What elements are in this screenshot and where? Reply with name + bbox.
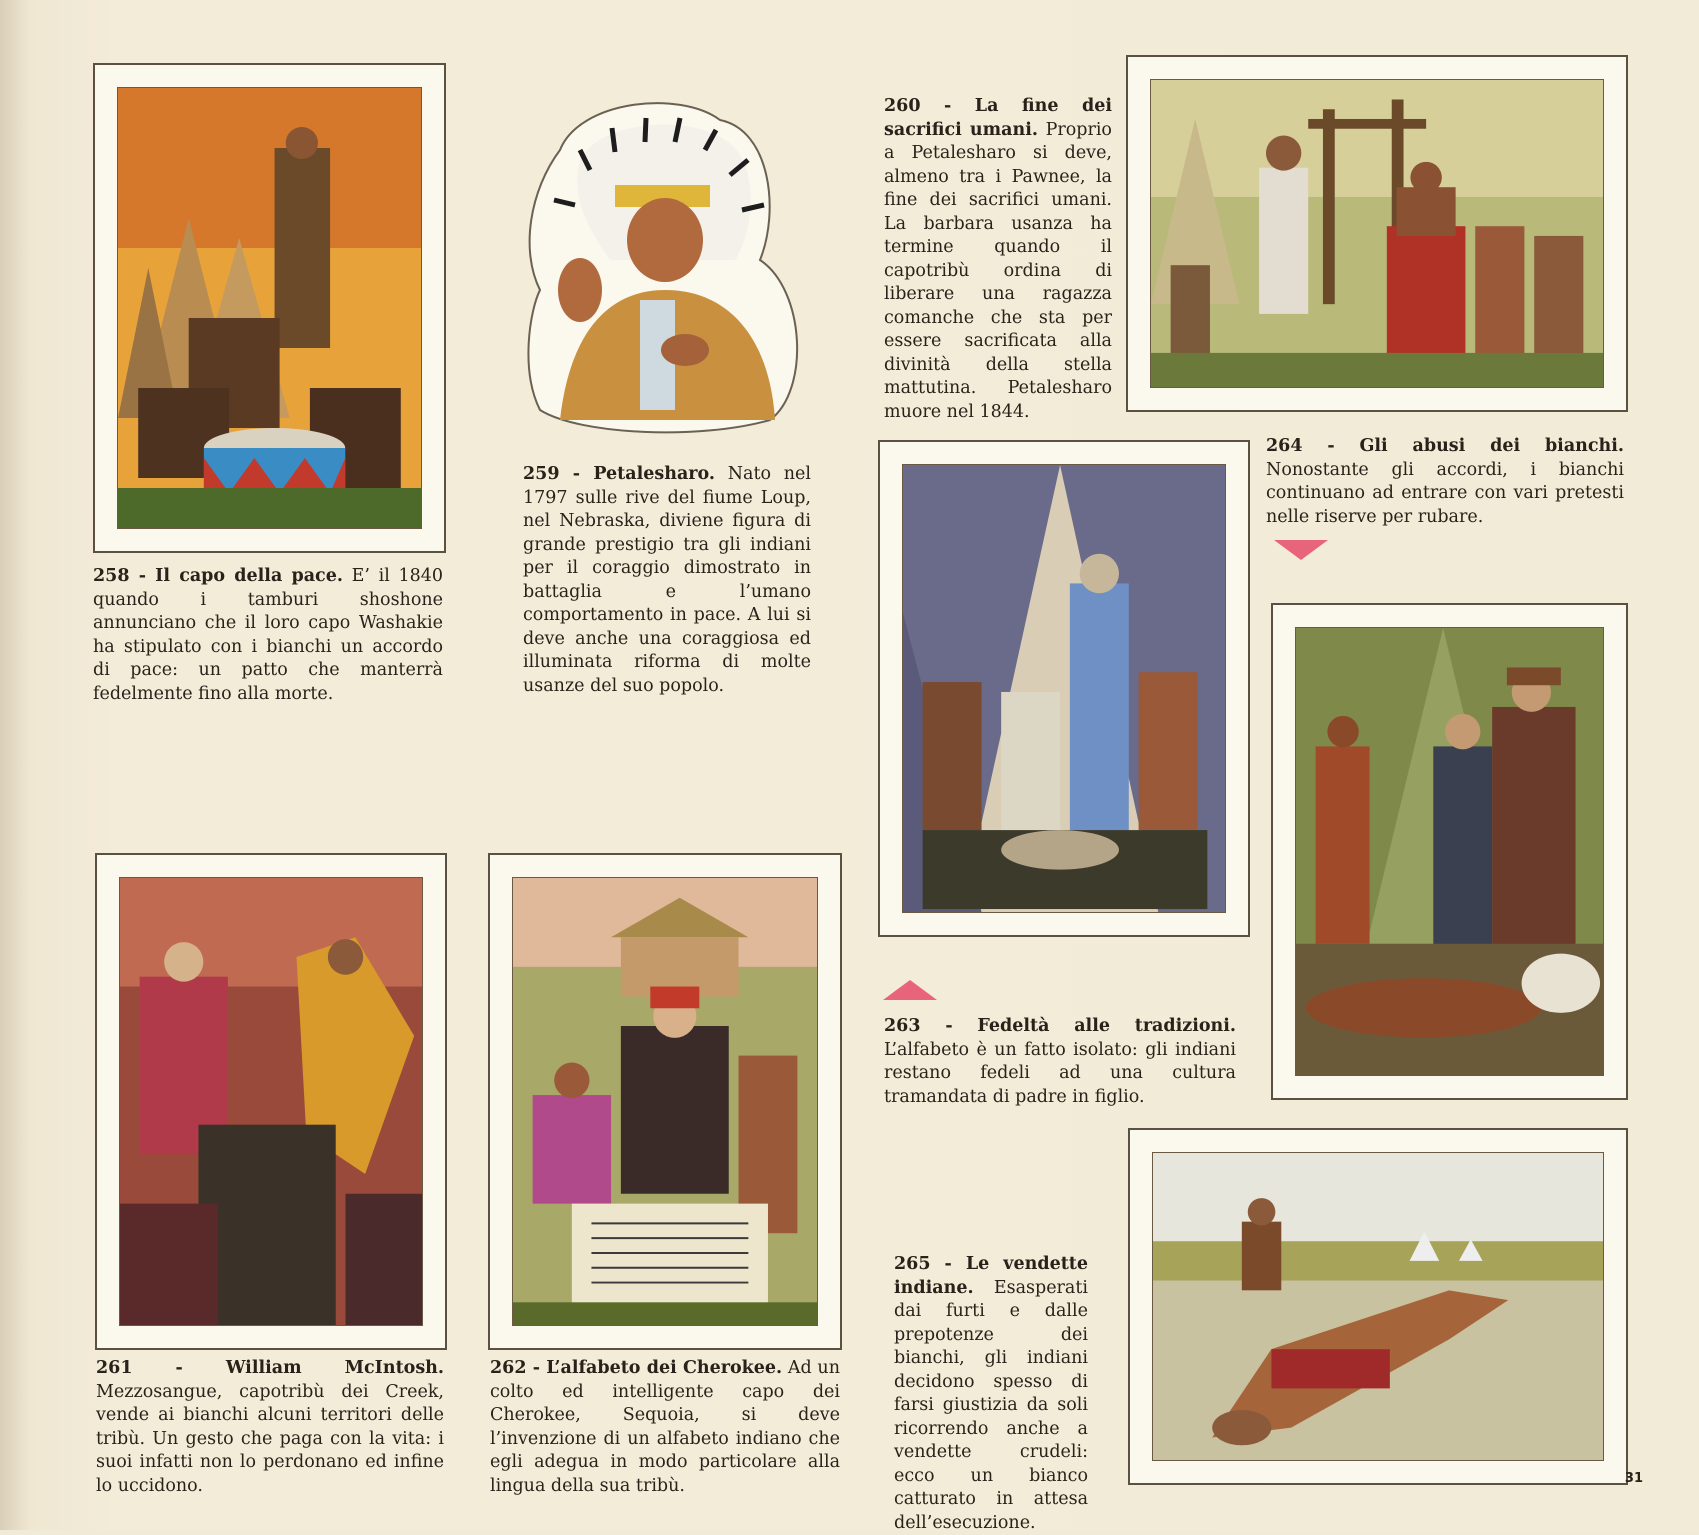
illustration-263: [902, 464, 1226, 913]
caption-259-number: 259: [523, 464, 560, 484]
card-261: [95, 853, 447, 1350]
caption-263-body: L’alfabeto è un fatto isolato: gli indiani restano fedeli ad una cultura tramandata di padre in figlio.: [884, 1039, 1236, 1107]
caption-261-title: William McIntosh.: [225, 1358, 444, 1378]
caption-262-body: Ad un colto ed intelligente capo dei Cherokee, Sequoia, si deve l’invenzione di un alfabeto indiano che egli adegua in modo particolare alla lingua della sua tribù.: [490, 1358, 840, 1496]
cutout-259: [520, 90, 810, 435]
illustration-265: [1152, 1152, 1604, 1461]
caption-262-title: L’alfabeto dei Cherokee.: [546, 1358, 783, 1378]
caption-259-body: Nato nel 1797 sulle rive del fiume Loup, nel Nebraska, diviene figura di grande prestigio tra gli indiani per il coraggio dimostrato in battaglia e l’umano comportamento in pace. A lui si deve anche una coraggiosa ed illuminata riforma di molte usanze del suo popolo.: [523, 464, 811, 696]
caption-258: 258 - Il capo della pace. E’ il 1840 quando i tamburi shoshone annunciano che il loro capo Washakie ha stipulato con i bianchi un accordo di pace: un patto che manterrà fedelmente fino alla morte.: [93, 566, 443, 704]
caption-260: 260 - La fine dei sacrifici umani. Proprio a Petalesharo si deve, almeno tra i Pawnee, la fine dei sacrifici umani. La barbara usanza ha termine quando il capotribù ordina di liberare una ragazza comanche che sta per essere sacrificata alla divinità della stella mattutina. Petalesharo muore nel 1844.: [884, 96, 1112, 422]
caption-262: 262 - L’alfabeto dei Cherokee. Ad un colto ed intelligente capo dei Cherokee, Sequoia, si deve l’invenzione di un alfabeto indiano che egli adegua in modo particolare alla lingua della sua tribù.: [490, 1358, 840, 1496]
caption-261-body: Mezzosangue, capotribù dei Creek, vende ai bianchi alcuni territori delle tribù. Un gesto che paga con la vita: i suoi infatti non lo perdonano ed infine lo uccidono.: [96, 1381, 444, 1496]
card-263: [878, 440, 1250, 937]
caption-263: 263 - Fedeltà alle tradizioni. L’alfabeto è un fatto isolato: gli indiani restano fedeli ad una cultura tramandata di padre in figlio.: [884, 1016, 1237, 1107]
caption-259-title: Petalesharo.: [593, 464, 715, 484]
caption-265-title: Le vendette indiane.: [894, 1254, 1088, 1298]
caption-260-number: 260: [884, 96, 921, 116]
caption-259: 259 - Petalesharo. Nato nel 1797 sulle rive del fiume Loup, nel Nebraska, diviene figura di grande prestigio tra gli indiani per il coraggio dimostrato in battaglia e l’umano comportamento in pace. A lui si deve anche una coraggiosa ed illuminata riforma di molte usanze del suo popolo.: [523, 464, 811, 696]
card-258: [93, 63, 446, 553]
illustration-258: [117, 87, 422, 529]
caption-263-number: 263: [884, 1016, 921, 1036]
caption-263-title: Fedeltà alle tradizioni.: [977, 1016, 1237, 1036]
caption-261-number: 261: [96, 1358, 133, 1378]
marker-up-263: [883, 980, 937, 1000]
illustration-262: [512, 877, 818, 1326]
caption-258-body: E’ il 1840 quando i tamburi shoshone annunciano che il loro capo Washakie ha stipulato con i bianchi un accordo di pace: un patto che manterrà fedelmente fino alla morte.: [93, 566, 443, 704]
card-260: [1126, 55, 1628, 412]
card-262: [488, 853, 842, 1350]
caption-260-body: Proprio a Petalesharo si deve, almeno tra i Pawnee, la fine dei sacrifici umani. La barbara usanza ha termine quando il capotribù ordina di liberare una ragazza comanche che sta per essere sacrificata alla divinità della stella mattutina. Petalesharo muore nel 1844.: [884, 119, 1112, 422]
caption-265: 265 - Le vendette indiane. Esasperati dai furti e dalle prepotenze dei bianchi, gli indiani decidono spesso di farsi giustizia da soli ricorrendo anche a vendette crudeli: ecco un bianco catturato in attesa dell’esecuzione.: [894, 1254, 1088, 1533]
illustration-260: [1150, 79, 1604, 388]
caption-258-number: 258: [93, 566, 130, 586]
illustration-264: [1295, 627, 1604, 1076]
caption-264-body: Nonostante gli accordi, i bianchi continuano ad entrare con vari pretesti nelle riserve per rubare.: [1266, 459, 1624, 527]
marker-down-264: [1274, 540, 1328, 560]
page-number: 31: [1624, 1471, 1643, 1486]
illustration-261: [119, 877, 423, 1326]
caption-265-number: 265: [894, 1254, 931, 1274]
caption-262-number: 262: [490, 1358, 527, 1378]
caption-264-title: Gli abusi dei bianchi.: [1359, 436, 1625, 456]
card-265: [1128, 1128, 1628, 1485]
caption-264-number: 264: [1266, 436, 1303, 456]
caption-261: 261 - William McIntosh. Mezzosangue, capotribù dei Creek, vende ai bianchi alcuni territori delle tribù. Un gesto che paga con la vita: i suoi infatti non lo perdonano ed infine lo uccidono.: [96, 1358, 444, 1496]
caption-260-title: La fine dei sacrifici umani.: [884, 96, 1112, 140]
caption-258-title: Il capo della pace.: [155, 566, 343, 586]
caption-264: 264 - Gli abusi dei bianchi. Nonostante gli accordi, i bianchi continuano ad entrare con vari pretesti nelle riserve per rubare.: [1266, 436, 1625, 527]
card-264: [1271, 603, 1628, 1100]
caption-265-body: Esasperati dai furti e dalle prepotenze dei bianchi, gli indiani decidono spesso di farsi giustizia da soli ricorrendo anche a vendette crudeli: ecco un bianco catturato in attesa dell’esecuzione.: [894, 1277, 1088, 1533]
